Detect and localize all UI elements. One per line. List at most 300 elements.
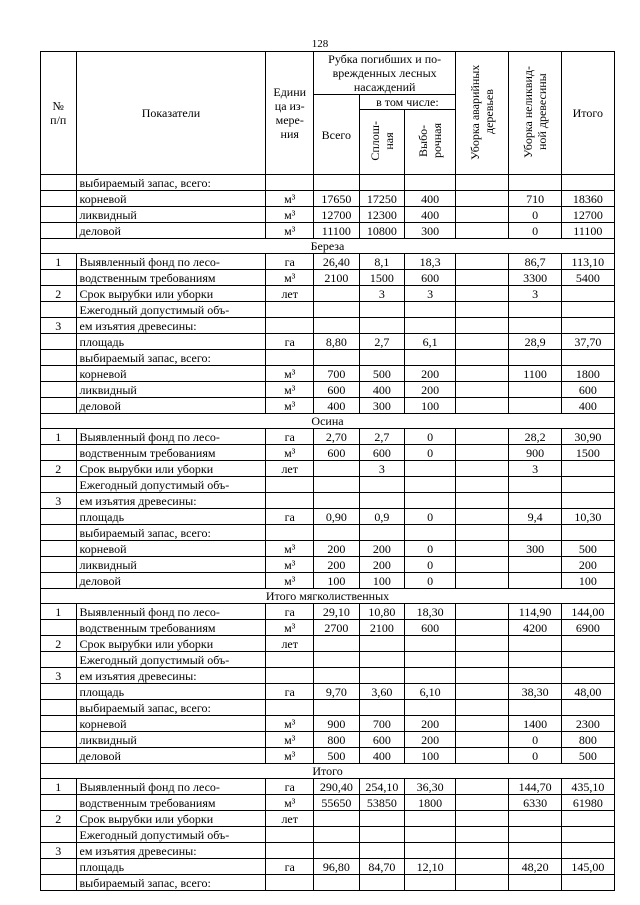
cell-selective [405,843,456,859]
cell-total-felling [314,700,360,716]
cell-label: деловой [76,398,266,414]
cell-illiquid [509,318,561,334]
cell-unit [266,668,314,684]
cell-total-felling: 900 [314,716,360,732]
cell-label: Ежегодный допустимый объ- [76,302,266,318]
cell-emergency [456,779,509,795]
table-row [41,668,615,684]
cell-label: ликвидный [76,207,266,223]
cell-selective [405,461,456,477]
cell-label: водственным требованиям [76,445,266,461]
cell-selective [405,302,456,318]
cell-emergency [456,270,509,286]
cell-label: Ежегодный допустимый объ- [76,652,266,668]
cell-illiquid: 9,4 [509,509,561,525]
table-row [41,748,615,764]
cell-total-felling: 9,70 [314,684,360,700]
cell-clear: 254,10 [359,779,405,795]
cell-total: 435,10 [561,779,614,795]
table-row [41,541,615,557]
cell-emergency [456,748,509,764]
cell-unit [266,700,314,716]
cell-unit: м³ [266,191,314,207]
cell-unit: лет [266,811,314,827]
cell-clear: 8,1 [359,254,405,270]
cell-total-felling [314,843,360,859]
cell-unit [266,318,314,334]
cell-unit: га [266,779,314,795]
cell-illiquid: 900 [509,445,561,461]
cell-emergency [456,191,509,207]
table-row [41,573,615,589]
table-row [41,652,615,668]
cell-num: 1 [41,604,77,620]
cell-label: Срок вырубки или уборки [76,811,266,827]
cell-total [561,811,614,827]
cell-selective: 18,3 [405,254,456,270]
cell-num: 3 [41,668,77,684]
cell-illiquid [509,843,561,859]
cell-clear [359,350,405,366]
cell-emergency [456,366,509,382]
cell-clear: 200 [359,541,405,557]
cell-illiquid: 114,90 [509,604,561,620]
cell-selective: 6,10 [405,684,456,700]
cell-selective [405,875,456,891]
table-row [41,859,615,875]
cell-emergency [456,254,509,270]
cell-clear: 400 [359,748,405,764]
cell-total-felling [314,302,360,318]
cell-illiquid: 3 [509,461,561,477]
cell-total [561,652,614,668]
cell-total-felling: 200 [314,541,360,557]
cell-illiquid [509,350,561,366]
cell-unit: м³ [266,270,314,286]
cell-total [561,461,614,477]
cell-illiquid [509,175,561,191]
cell-total-felling [314,525,360,541]
cell-emergency [456,477,509,493]
cell-total: 113,10 [561,254,614,270]
cell-total [561,175,614,191]
cell-total [561,700,614,716]
header-felling: Рубка погибших и по- врежденных лесных насаждений [314,52,456,95]
cell-unit [266,525,314,541]
cell-label: ем изъятия древесины: [76,318,266,334]
page-number: 128 [311,38,329,50]
cell-illiquid: 28,9 [509,334,561,350]
cell-illiquid [509,477,561,493]
cell-selective: 12,10 [405,859,456,875]
cell-emergency [456,573,509,589]
cell-selective: 36,30 [405,779,456,795]
table-row [41,827,615,843]
cell-selective [405,700,456,716]
cell-clear: 200 [359,557,405,573]
header-including: в том числе: [359,95,456,110]
cell-unit [266,477,314,493]
cell-emergency [456,493,509,509]
cell-label: выбираемый запас, всего: [76,700,266,716]
table-row [41,732,615,748]
cell-total: 11100 [561,223,614,239]
cell-clear [359,493,405,509]
table-row [41,604,615,620]
header-emergency: Уборка аварийных деревьев [456,52,509,175]
cell-total-felling: 200 [314,557,360,573]
cell-unit [266,302,314,318]
cell-total: 200 [561,557,614,573]
cell-total-felling: 2100 [314,270,360,286]
cell-label: деловой [76,748,266,764]
cell-emergency [456,620,509,636]
cell-clear [359,318,405,334]
cell-illiquid: 28,2 [509,429,561,445]
cell-emergency [456,318,509,334]
cell-unit: га [266,604,314,620]
cell-selective: 3 [405,286,456,302]
cell-selective [405,477,456,493]
cell-total: 500 [561,541,614,557]
cell-clear [359,827,405,843]
cell-label: ем изъятия древесины: [76,493,266,509]
cell-selective: 0 [405,429,456,445]
cell-unit [266,175,314,191]
section-title: Итого [41,764,615,779]
table-row [41,875,615,891]
cell-emergency [456,811,509,827]
cell-num [41,270,77,286]
table-row [41,509,615,525]
cell-total-felling: 12700 [314,207,360,223]
cell-label: выбираемый запас, всего: [76,525,266,541]
cell-num [41,732,77,748]
cell-unit: м³ [266,620,314,636]
header-indicators: Показатели [76,52,266,175]
cell-total-felling [314,652,360,668]
cell-clear [359,175,405,191]
cell-emergency [456,652,509,668]
cell-selective [405,827,456,843]
cell-total-felling [314,461,360,477]
cell-num [41,366,77,382]
cell-total [561,477,614,493]
cell-total [561,493,614,509]
cell-clear: 17250 [359,191,405,207]
cell-num [41,175,77,191]
section-row [41,764,615,779]
cell-unit: лет [266,286,314,302]
cell-unit: м³ [266,398,314,414]
cell-total-felling: 290,40 [314,779,360,795]
section-title: Береза [41,239,615,254]
cell-emergency [456,732,509,748]
table-row [41,525,615,541]
cell-clear [359,302,405,318]
cell-num: 2 [41,811,77,827]
cell-clear: 3,60 [359,684,405,700]
cell-total-felling [314,175,360,191]
cell-total: 1800 [561,366,614,382]
cell-illiquid [509,668,561,684]
cell-total-felling: 400 [314,398,360,414]
table-row [41,445,615,461]
cell-num [41,334,77,350]
cell-illiquid: 300 [509,541,561,557]
table-body [41,175,615,891]
cell-label: площадь [76,859,266,875]
section-row [41,589,615,604]
cell-illiquid [509,700,561,716]
cell-emergency [456,429,509,445]
cell-total: 145,00 [561,859,614,875]
cell-label: площадь [76,509,266,525]
cell-emergency [456,461,509,477]
cell-unit: м³ [266,223,314,239]
cell-selective: 200 [405,382,456,398]
cell-total [561,827,614,843]
cell-unit: га [266,254,314,270]
header-selective: Выбо- рочная [405,110,456,175]
cell-total-felling: 29,10 [314,604,360,620]
cell-selective: 0 [405,573,456,589]
cell-illiquid [509,302,561,318]
cell-selective: 0 [405,541,456,557]
table-row [41,429,615,445]
forest-harvest-table [40,51,615,891]
cell-selective: 200 [405,716,456,732]
cell-unit: м³ [266,541,314,557]
cell-total-felling [314,286,360,302]
table-header [41,52,615,175]
cell-label: выбираемый запас, всего: [76,175,266,191]
cell-selective: 0 [405,509,456,525]
cell-total-felling: 100 [314,573,360,589]
cell-unit: м³ [266,748,314,764]
cell-total: 800 [561,732,614,748]
table-row [41,223,615,239]
cell-label: корневой [76,716,266,732]
cell-total-felling [314,493,360,509]
cell-illiquid: 0 [509,207,561,223]
cell-label: выбираемый запас, всего: [76,875,266,891]
cell-label: выбираемый запас, всего: [76,350,266,366]
cell-total: 2300 [561,716,614,732]
table-row [41,398,615,414]
cell-emergency [456,859,509,875]
cell-unit: м³ [266,557,314,573]
cell-illiquid: 3 [509,286,561,302]
cell-unit [266,493,314,509]
table-row [41,334,615,350]
cell-emergency [456,525,509,541]
cell-unit: га [266,684,314,700]
cell-illiquid [509,652,561,668]
cell-emergency [456,716,509,732]
cell-total-felling [314,668,360,684]
cell-label: корневой [76,366,266,382]
cell-emergency [456,398,509,414]
cell-selective: 300 [405,223,456,239]
cell-selective [405,652,456,668]
cell-num [41,573,77,589]
cell-num: 2 [41,636,77,652]
cell-illiquid: 6330 [509,795,561,811]
cell-emergency [456,302,509,318]
cell-clear: 3 [359,286,405,302]
cell-total: 6900 [561,620,614,636]
cell-total-felling: 0,90 [314,509,360,525]
cell-illiquid [509,875,561,891]
cell-total-felling: 800 [314,732,360,748]
cell-emergency [456,684,509,700]
cell-selective: 200 [405,366,456,382]
cell-illiquid [509,557,561,573]
cell-selective: 200 [405,732,456,748]
cell-clear [359,843,405,859]
cell-total [561,875,614,891]
cell-emergency [456,334,509,350]
cell-num [41,191,77,207]
cell-emergency [456,795,509,811]
cell-unit: м³ [266,795,314,811]
cell-illiquid [509,827,561,843]
cell-selective: 6,1 [405,334,456,350]
cell-unit: м³ [266,366,314,382]
cell-total-felling: 8,80 [314,334,360,350]
cell-illiquid: 144,70 [509,779,561,795]
cell-unit: лет [266,636,314,652]
section-row [41,239,615,254]
cell-num [41,795,77,811]
cell-unit: га [266,859,314,875]
cell-num [41,827,77,843]
cell-num [41,716,77,732]
cell-total-felling: 55650 [314,795,360,811]
cell-total: 1500 [561,445,614,461]
cell-clear: 3 [359,461,405,477]
cell-total-felling: 600 [314,382,360,398]
cell-clear: 100 [359,573,405,589]
cell-label: Ежегодный допустимый объ- [76,827,266,843]
cell-illiquid [509,398,561,414]
cell-emergency [456,827,509,843]
header-illiquid: Уборка неликвид- ной древесины [509,52,561,175]
table-row [41,684,615,700]
cell-total-felling [314,477,360,493]
cell-emergency [456,286,509,302]
cell-selective: 600 [405,270,456,286]
cell-total: 600 [561,382,614,398]
cell-clear [359,668,405,684]
cell-total-felling: 26,40 [314,254,360,270]
table-row [41,350,615,366]
table-row [41,175,615,191]
cell-total-felling: 700 [314,366,360,382]
cell-illiquid [509,811,561,827]
cell-unit: га [266,334,314,350]
table-row [41,843,615,859]
cell-illiquid: 710 [509,191,561,207]
table-row [41,811,615,827]
cell-label: Выявленный фонд по лесо- [76,429,266,445]
cell-total-felling: 2700 [314,620,360,636]
cell-unit: м³ [266,732,314,748]
cell-clear: 2,7 [359,334,405,350]
table-row [41,461,615,477]
cell-total-felling: 500 [314,748,360,764]
cell-emergency [456,668,509,684]
table-row [41,477,615,493]
cell-total [561,318,614,334]
table-row [41,191,615,207]
cell-clear: 2100 [359,620,405,636]
table-row [41,366,615,382]
table-row [41,382,615,398]
cell-selective [405,668,456,684]
cell-illiquid: 0 [509,732,561,748]
cell-total: 12700 [561,207,614,223]
cell-illiquid [509,636,561,652]
cell-label: площадь [76,334,266,350]
cell-clear: 53850 [359,795,405,811]
cell-total [561,350,614,366]
cell-num [41,207,77,223]
cell-num [41,684,77,700]
table-row [41,636,615,652]
section-title: Осина [41,414,615,429]
cell-unit: лет [266,461,314,477]
cell-clear: 84,70 [359,859,405,875]
cell-selective: 100 [405,748,456,764]
table-row [41,779,615,795]
cell-total-felling: 2,70 [314,429,360,445]
cell-emergency [456,509,509,525]
cell-emergency [456,382,509,398]
header-total-felling: Всего [314,95,360,175]
cell-unit: м³ [266,207,314,223]
cell-illiquid [509,493,561,509]
cell-total: 100 [561,573,614,589]
table-row [41,493,615,509]
cell-label: водственным требованиям [76,795,266,811]
cell-total-felling [314,811,360,827]
cell-num: 1 [41,429,77,445]
section-row [41,414,615,429]
cell-emergency [456,445,509,461]
cell-illiquid: 86,7 [509,254,561,270]
cell-total-felling [314,350,360,366]
cell-emergency [456,700,509,716]
cell-unit: м³ [266,573,314,589]
cell-num: 1 [41,254,77,270]
cell-selective: 600 [405,620,456,636]
cell-selective: 0 [405,557,456,573]
cell-total: 61980 [561,795,614,811]
cell-label: Срок вырубки или уборки [76,461,266,477]
cell-label: Выявленный фонд по лесо- [76,604,266,620]
cell-num [41,223,77,239]
cell-num: 3 [41,493,77,509]
cell-unit: м³ [266,445,314,461]
cell-label: Срок вырубки или уборки [76,286,266,302]
cell-illiquid [509,382,561,398]
cell-num [41,398,77,414]
cell-selective: 400 [405,191,456,207]
cell-num [41,859,77,875]
cell-clear [359,811,405,827]
